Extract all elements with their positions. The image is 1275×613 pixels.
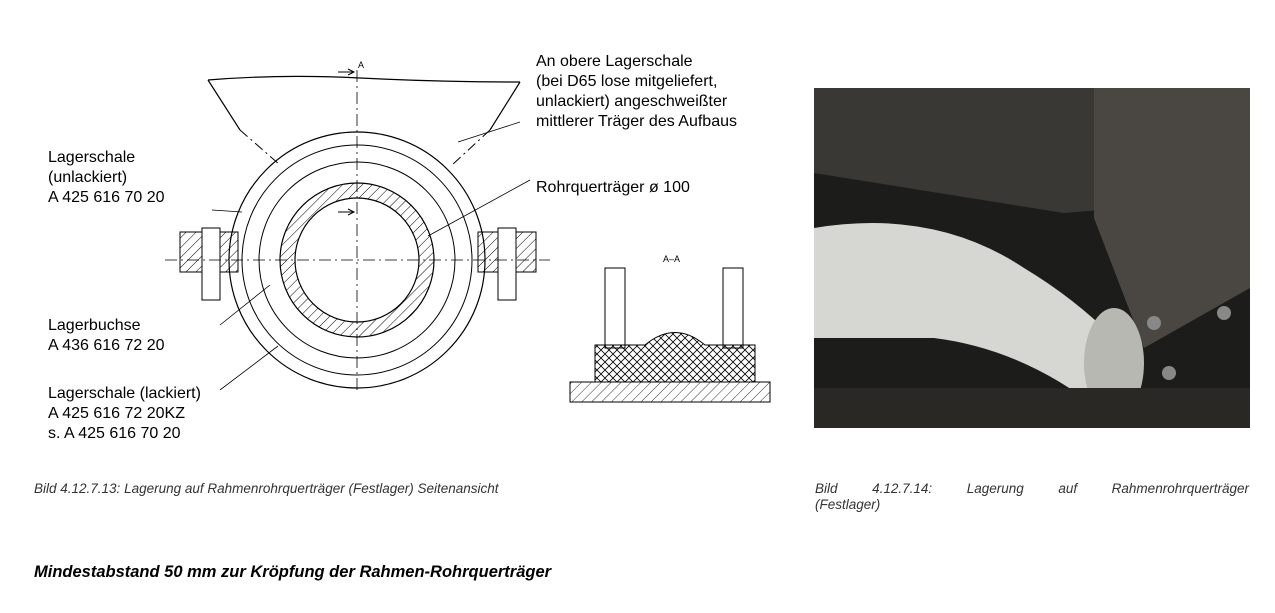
label-top-right: An obere Lagerschale (bei D65 lose mitgeliefert, unlackiert) angeschweißter mittlerer Träger des Aufbaus [536,53,737,130]
bearing-side-view-drawing [160,60,560,390]
label-lagerschale-unten: Lagerschale (lackiert) A 425 616 72 20KZ s. A 425 616 70 20 [48,385,201,442]
label-lagerschale-oben: Lagerschale (unlackiert) A 425 616 70 20 [48,149,165,206]
caption-right: Bild 4.12.7.14: Lagerung auf Rahmenrohrquerträger (Festlager) [815,481,1249,512]
section-a-a-drawing [565,250,775,410]
label-rohrquertraeger: Rohrquerträger ø 100 [536,179,690,196]
footer-note: Mindestabstand 50 mm zur Kröpfung der Rahmen-Rohrquerträger [34,563,552,581]
bearing-photo [814,88,1250,428]
section-title: A–A [663,254,681,264]
section-mark-a: A [358,60,365,70]
label-lagerbuchse: Lagerbuchse A 436 616 72 20 [48,317,165,354]
caption-left: Bild 4.12.7.13: Lagerung auf Rahmenrohrquerträger (Festlager) Seitenansicht [34,481,499,496]
